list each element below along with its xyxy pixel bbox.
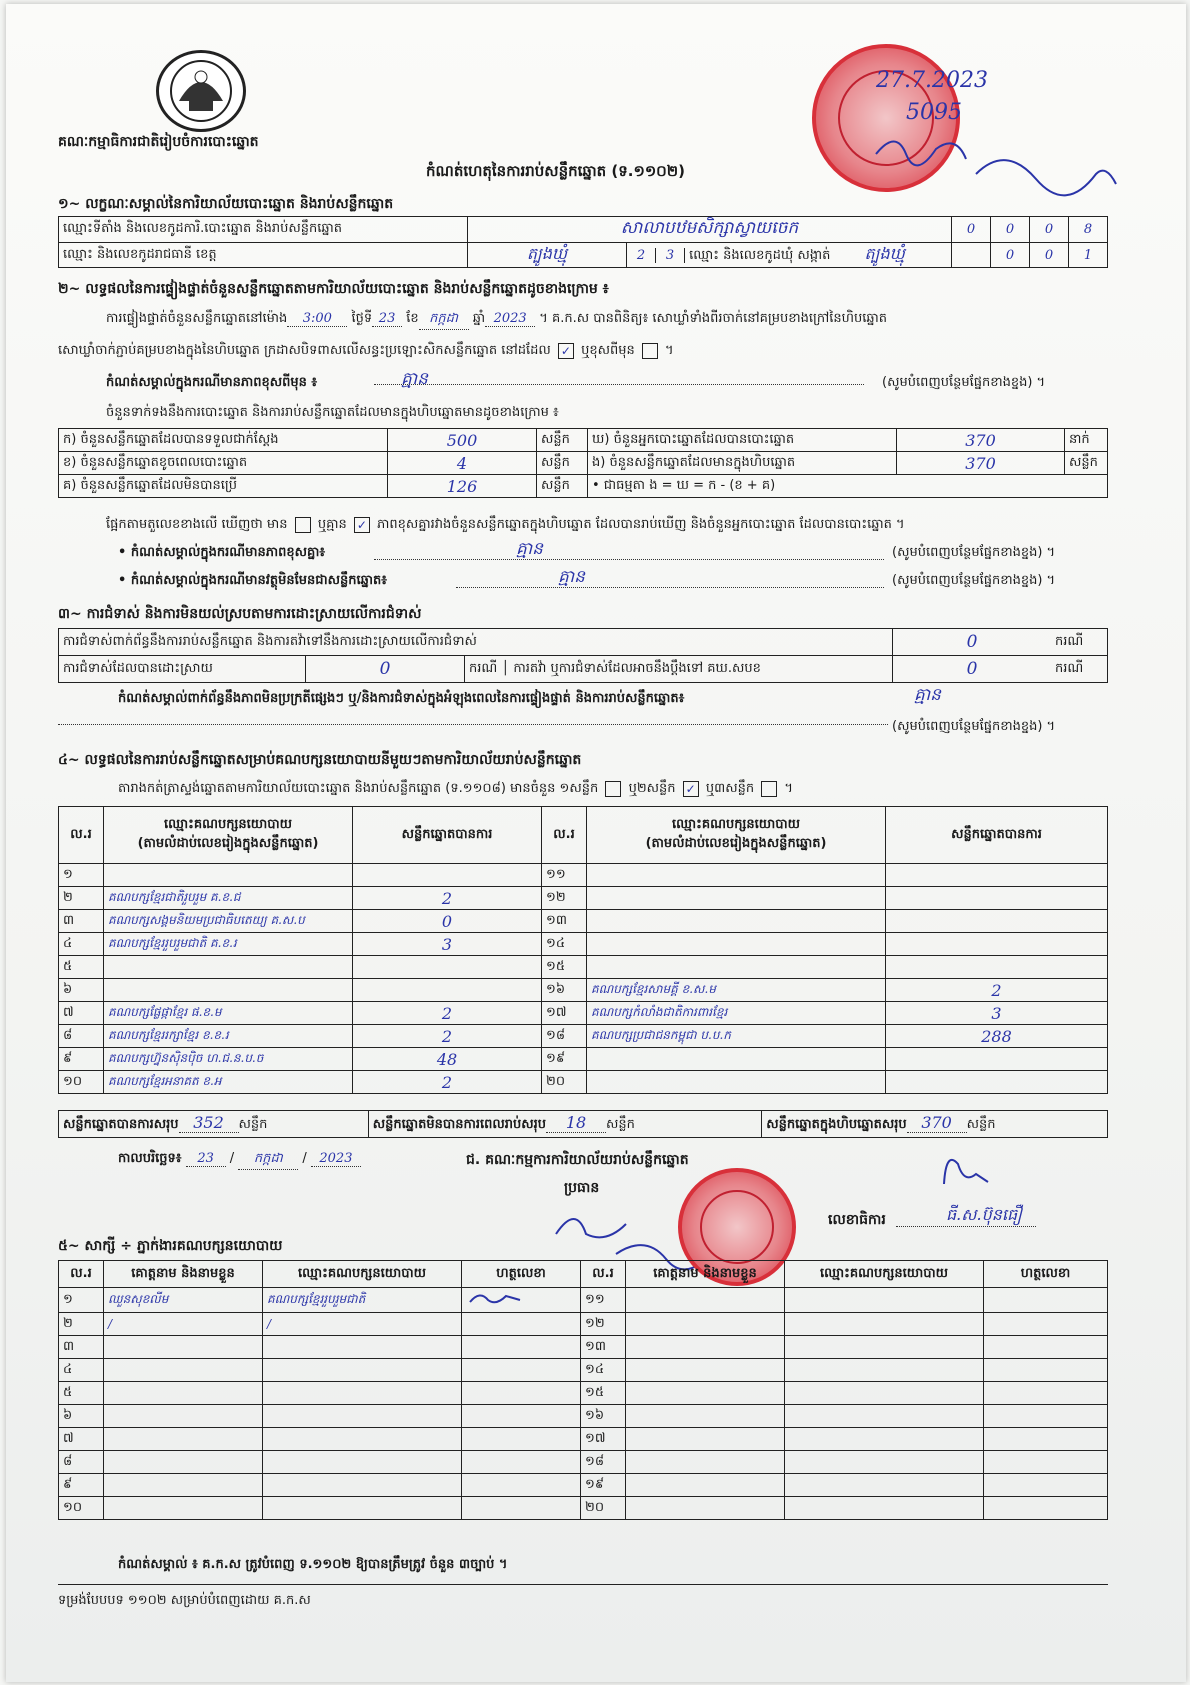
- party-name: [587, 933, 886, 956]
- witness-party: /: [263, 1313, 462, 1336]
- witness-party: [785, 1474, 984, 1497]
- witness-name: [626, 1336, 785, 1359]
- witness-row: [59, 1428, 1108, 1451]
- row-number: ១: [59, 864, 104, 887]
- row-number: ២: [59, 887, 104, 910]
- section5-heading: ៥~ សាក្សី ÷ ភ្នាក់ងារគណបក្សនយោបាយ: [58, 1238, 283, 1254]
- witness-party: [785, 1497, 984, 1520]
- witness-row: [59, 1497, 1108, 1520]
- witness-signature: [984, 1451, 1108, 1474]
- spoiled-ballots-label: ខ) ចំនួនសន្លឹកឆ្នោតខូចពេលបោះឆ្នោត: [59, 452, 388, 475]
- results-row: [59, 956, 1108, 979]
- witness-signature: [984, 1288, 1108, 1313]
- party-votes: [886, 910, 1108, 933]
- party-name: គណបក្សកំលាំងជាតិការពារខ្មែរ: [587, 1002, 886, 1025]
- form-title: កំណត់ហេតុនៃការរាប់សន្លឹកឆ្នោត (ទ.១១០២): [426, 162, 686, 180]
- row-number: ១១: [581, 1288, 626, 1313]
- results-row: [59, 1048, 1108, 1071]
- party-name: គណបក្សខ្មែរអនាគត ខ.អ: [104, 1071, 353, 1094]
- witness-signature: [984, 1428, 1108, 1451]
- witness-party: [263, 1497, 462, 1520]
- witness-party: [263, 1405, 462, 1428]
- commune-value: ត្បូងឃ្មុំ: [864, 244, 905, 263]
- different-checkbox[interactable]: [642, 343, 658, 359]
- received-ballots-value: 500: [388, 429, 537, 452]
- row-number: ៥: [59, 956, 104, 979]
- party-votes: [886, 864, 1108, 887]
- valid-total-value: 352: [179, 1113, 239, 1133]
- row-number: ៥: [59, 1382, 104, 1405]
- witness-name: ឈួនសុខលីម: [104, 1288, 263, 1313]
- witness-party: [263, 1474, 462, 1497]
- party-votes: [886, 933, 1108, 956]
- row-number: ៧: [59, 1002, 104, 1025]
- table-intro: ចំនួនទាក់ទងនឹងការបោះឆ្នោត និងការរាប់សន្លឹកឆ្នោតដែលមានក្នុងហិបឆ្នោតមានដូចខាងក្រោម ៖: [106, 405, 559, 420]
- witness-party: [785, 1288, 984, 1313]
- party-votes: 2: [353, 1071, 542, 1094]
- witness-party: [785, 1359, 984, 1382]
- witness-table: ល.រ គោត្តនាម និងនាមខ្លួន ឈ្មោះគណបក្សនយោបាយ ហត្ថលេខា ល.រ គោត្តនាម និងនាមខ្លួន ឈ្មោះគណបក្សនយោបាយ ហត្ថលេខា ១ ឈួនសុខលីម គណបក្សខ្មែររួបរួមជាតិ ១១ ២ / / ១២ ៣ ១៣ ៤ ១៤ ៥ ១៥ ៦ ១៦ ៧ ១៧ ៨ ១៨ ៩ ១៩ ១០ ២០: [58, 1260, 1108, 1520]
- row-number: ១៤: [581, 1359, 626, 1382]
- location-label: ឈ្មោះទីតាំង និងលេខកូដការិ.បោះឆ្នោត និងរាប់សន្លឹកឆ្នោត: [59, 217, 468, 243]
- witness-signature: [984, 1497, 1108, 1520]
- witness-name: [104, 1451, 263, 1474]
- party-name: [587, 1048, 886, 1071]
- party-name: [587, 956, 886, 979]
- row-number: ១៧: [542, 1002, 587, 1025]
- appeal-label: ការតវ៉ា ឬការជំទាស់ដែលអាចនឹងប្តឹងទៅ គឃ.សបខ: [513, 660, 761, 676]
- province-label: ឈ្មោះ និងលេខកូដរាជធានី ខេត្ត: [59, 243, 468, 268]
- unused-ballots-label: គ) ចំនួនសន្លឹកឆ្នោតដែលមិនបានប្រើ: [59, 475, 388, 498]
- party-name: គណបក្សខ្មែររួបរួមជាតិ គ.ខ.រ: [104, 933, 353, 956]
- party-name: [587, 887, 886, 910]
- party-votes: 48: [353, 1048, 542, 1071]
- witness-party: [785, 1405, 984, 1428]
- party-name: គណបក្សខ្មែររក្សាខ្មែរ ខ.ខ.រ: [104, 1025, 353, 1048]
- results-row: [59, 910, 1108, 933]
- no-difference-checkbox[interactable]: ✓: [354, 517, 370, 533]
- party-votes: [353, 956, 542, 979]
- party-votes: [886, 887, 1108, 910]
- row-number: ១៦: [581, 1405, 626, 1428]
- witness-party: [785, 1428, 984, 1451]
- location-value: សាលាបឋមសិក្សាស្វាយចេក: [468, 217, 952, 243]
- footnote: កំណត់សម្គាល់ ៖ គ.ក.ស ត្រូវបំពេញ ទ.១១០២ ឱ្យបានត្រឹមត្រូវ ចំនួន ៣ច្បាប់ ។: [118, 1557, 508, 1572]
- witness-party: [263, 1382, 462, 1405]
- row-number: ១០: [59, 1497, 104, 1520]
- day-value: 23: [372, 311, 402, 327]
- location-code-digit: 0: [1030, 217, 1069, 243]
- witness-name: [626, 1474, 785, 1497]
- totals-table: សន្លឹកឆ្នោតបានការសរុប 352 សន្លឹក សន្លឹកឆ្នោតមិនបានការពេលរាប់សរុប 18 សន្លឹក សន្លឹកឆ្នោតក្នុងហិបឆ្នោតសរុប 370 សន្លឹក: [58, 1110, 1108, 1138]
- witness-row: [59, 1359, 1108, 1382]
- party-votes: 2: [353, 1025, 542, 1048]
- row-number: ៤: [59, 1359, 104, 1382]
- witness-name: [104, 1428, 263, 1451]
- row-number: ២០: [542, 1071, 587, 1094]
- commune-label: ឈ្មោះ និងលេខកូដឃុំ សង្កាត់: [689, 248, 831, 263]
- witness-signature: [462, 1474, 581, 1497]
- results-row: [59, 887, 1108, 910]
- fill-hint: (សូមបំពេញបន្ថែមផ្នែកខាងខ្នង) ។: [882, 375, 1046, 390]
- witness-name: [626, 1497, 785, 1520]
- witness-signature: [462, 1313, 581, 1336]
- province-code-digit: 2: [627, 248, 656, 263]
- same-checkbox[interactable]: ✓: [558, 343, 574, 359]
- bullet2-value: គ្មាន: [558, 567, 585, 587]
- row-number: ១៥: [542, 956, 587, 979]
- party-votes: [886, 1071, 1108, 1094]
- witness-signature: [462, 1451, 581, 1474]
- irregularity-note-label: កំណត់សម្គាល់ពាក់ព័ន្ធនឹងភាពមិនប្រក្រតីផ្សេងៗ ឬ/និងការជំទាស់ក្នុងអំឡុងពេលនៃការផ្ទៀងផ្ទាត់ និងការរាប់សន្លឹកឆ្នោត៖: [118, 691, 685, 706]
- row-number: ១៧: [581, 1428, 626, 1451]
- party-name: គណបក្សផ្លែផ្កាខ្មែរ ផ.ខ.ម: [104, 1002, 353, 1025]
- row-number: ១៦: [542, 979, 587, 1002]
- witness-party: [263, 1359, 462, 1382]
- witness-row: [59, 1474, 1108, 1497]
- row-number: ១៣: [542, 910, 587, 933]
- objection-resolved-value: 0: [306, 656, 465, 683]
- row-number: ១៤: [542, 933, 587, 956]
- secretary-signature: [936, 1144, 996, 1194]
- row-number: ១: [59, 1288, 104, 1313]
- ballots-in-box-label: ង) ចំនួនសន្លឹកឆ្នោតដែលមានក្នុងហិបឆ្នោត: [588, 452, 897, 475]
- diff-note-value: គ្មាន: [401, 369, 428, 389]
- row-number: ១៨: [581, 1451, 626, 1474]
- one-sheet-checkbox[interactable]: [605, 781, 621, 797]
- party-votes: 288: [886, 1025, 1108, 1048]
- results-row: [59, 1071, 1108, 1094]
- party-votes: [886, 956, 1108, 979]
- stamp-signature: [866, 124, 1126, 214]
- province-code-digit: 3: [656, 248, 685, 263]
- witness-party: [785, 1313, 984, 1336]
- row-number: ៤: [59, 933, 104, 956]
- section2-heading: ២~ លទ្ធផលនៃការផ្ទៀងផ្ទាត់ចំនួនសន្លឹកឆ្នោតតាមការិយាល័យបោះឆ្នោត និងរាប់សន្លឹកឆ្នោតដូចខាងក្រោម ៖: [58, 281, 609, 297]
- irregularity-note-value: គ្មាន: [914, 685, 941, 705]
- compare-line: ផ្អែកតាមតួលេខខាងលើ ឃើញថា មាន ឬគ្មាន ✓ ភាពខុសគ្នារវាងចំនួនសន្លឹកឆ្នោតក្នុងហិបឆ្នោត ដែលបានរាប់ឃើញ និងចំនួនអ្នកបោះឆ្នោត ដែលបានបោះឆ្នោត ។: [106, 517, 905, 532]
- party-votes: [353, 979, 542, 1002]
- month-value: កក្កដា: [419, 310, 469, 330]
- witness-name: [626, 1428, 785, 1451]
- location-code-digit: 0: [991, 217, 1030, 243]
- row-number: ១៩: [542, 1048, 587, 1071]
- witness-name: [626, 1359, 785, 1382]
- witness-name: [104, 1405, 263, 1428]
- row-number: ៩: [59, 1048, 104, 1071]
- witness-signature: [984, 1405, 1108, 1428]
- row-number: ១៥: [581, 1382, 626, 1405]
- two-sheets-checkbox[interactable]: ✓: [683, 781, 699, 797]
- party-name: គណបក្សសង្គមនិយមប្រជាធិបតេយ្យ គ.ស.ប: [104, 910, 353, 933]
- row-number: ៦: [59, 1405, 104, 1428]
- row-number: ២០: [581, 1497, 626, 1520]
- spoiled-ballots-value: 4: [388, 452, 537, 475]
- chair-label: ប្រធាន: [564, 1180, 600, 1196]
- party-name: គណបក្សខ្មែរជាតិរួបរួម គ.ខ.ជ: [104, 887, 353, 910]
- year-value: 2023: [485, 311, 535, 327]
- witness-signature: [984, 1474, 1108, 1497]
- stamp-number-handwriting: 5095: [906, 100, 962, 125]
- row-number: ១១: [542, 864, 587, 887]
- tally-sheets-line: តារាងកត់ត្រាស្ទង់ឆ្នោតតាមការិយាល័យបោះឆ្នោត និងរាប់សន្លឹកឆ្នោត (ទ.១១០៨) មានចំនួន ១សន្លឹក ឬ២សន្លឹក ✓ ឬ៣សន្លឹក ។: [118, 781, 793, 796]
- section4-heading: ៤~ លទ្ធផលនៃការរាប់សន្លឹកឆ្នោតសម្រាប់គណបក្សនយោបាយនីមួយៗតាមការិយាល័យរាប់សន្លឹកឆ្នោត: [58, 752, 582, 768]
- witness-name: [104, 1382, 263, 1405]
- witness-row: [59, 1405, 1108, 1428]
- results-row: [59, 1002, 1108, 1025]
- witness-name: [626, 1451, 785, 1474]
- row-number: ៨: [59, 1451, 104, 1474]
- row-number: ៩: [59, 1474, 104, 1497]
- witness-row: [59, 1336, 1108, 1359]
- commune-code-digit: 0: [1030, 243, 1069, 268]
- witness-name: /: [104, 1313, 263, 1336]
- witness-signature: [462, 1288, 581, 1313]
- party-name: [104, 979, 353, 1002]
- results-row: [59, 1025, 1108, 1048]
- row-number: ៧: [59, 1428, 104, 1451]
- org-name: គណៈកម្មាធិការជាតិរៀបចំការបោះឆ្នោត: [58, 134, 259, 150]
- witness-party: [785, 1451, 984, 1474]
- bullet1-label: • កំណត់សម្គាល់ក្នុងករណីមានភាពខុសគ្នា៖: [118, 545, 326, 560]
- witness-signature: [462, 1359, 581, 1382]
- row-number: ២: [59, 1313, 104, 1336]
- objection-row1-value: 0: [893, 629, 1052, 656]
- witness-signature: [984, 1336, 1108, 1359]
- row-number: ១៩: [581, 1474, 626, 1497]
- appeal-value: 0: [893, 656, 1052, 683]
- objections-table: ការជំទាស់ពាក់ព័ន្ធនឹងការរាប់សន្លឹកឆ្នោត និងការតវ៉ាទៅនឹងការដោះស្រាយលើការជំទាស់ 0 ករណី ការជំទាស់ដែលបានដោះស្រាយ 0 ករណី │ ការតវ៉ា ឬការជំទាស់ដែលអាចនឹងប្តឹងទៅ គឃ.សបខ 0 ករណី: [58, 628, 1108, 683]
- time-value: 3:00: [287, 311, 347, 327]
- row-number: ៣: [59, 910, 104, 933]
- objection-row1-label: ការជំទាស់ពាក់ព័ន្ធនឹងការរាប់សន្លឹកឆ្នោត និងការតវ៉ាទៅនឹងការដោះស្រាយលើការជំទាស់: [59, 629, 893, 656]
- section3-heading: ៣~ ការជំទាស់ និងការមិនយល់ស្របតាមការដោះស្រាយលើការជំទាស់: [58, 606, 422, 622]
- witness-party: [263, 1451, 462, 1474]
- party-votes: [353, 864, 542, 887]
- voters-voted-value: 370: [897, 429, 1065, 452]
- witness-name: [104, 1497, 263, 1520]
- row-number: ១២: [542, 887, 587, 910]
- bullet2-label: • កំណត់សម្គាល់ក្នុងករណីមានវត្ថុមិនមែនជាសន្លឹកឆ្នោត៖: [118, 573, 387, 588]
- location-code-digit: 0: [952, 217, 991, 243]
- section1-table: [58, 216, 1108, 268]
- section1-heading: ១~ លក្ខណៈសម្គាល់នៃការិយាល័យបោះឆ្នោត និងរាប់សន្លឹកឆ្នោត: [58, 196, 394, 212]
- objection-resolved-label: ការជំទាស់ដែលបានដោះស្រាយ: [59, 656, 306, 683]
- witness-name: [104, 1336, 263, 1359]
- witness-name: [104, 1359, 263, 1382]
- witness-name: [626, 1405, 785, 1428]
- witness-party: [263, 1336, 462, 1359]
- secretary-name: ធី.ស.ប៊ុនធឿ: [946, 1205, 1022, 1224]
- commune-code-digit: 1: [1069, 243, 1108, 268]
- date-line: កាលបរិច្ឆេទ៖ 23 / កក្កដា / 2023: [118, 1150, 361, 1170]
- witness-row: [59, 1288, 1108, 1313]
- party-votes: 2: [353, 1002, 542, 1025]
- unused-ballots-value: 126: [388, 475, 537, 498]
- row-number: ៨: [59, 1025, 104, 1048]
- witness-row: [59, 1382, 1108, 1405]
- results-row: [59, 864, 1108, 887]
- counts-table: ក) ចំនួនសន្លឹកឆ្នោតដែលបានទទួលជាក់ស្តែង 500 សន្លឹក ឃ) ចំនួនអ្នកបោះឆ្នោតដែលបានបោះឆ្នោត 370 នាក់ ខ) ចំនួនសន្លឹកឆ្នោតខូចពេលបោះឆ្នោត 4 សន្លឹក ង) ចំនួនសន្លឹកឆ្នោតដែលមានក្នុងហិបឆ្នោត 370 សន្លឹក គ) ចំនួនសន្លឹកឆ្នោតដែលមិនបានប្រើ 126 សន្លឹក • ជាធម្មតា ង = ឃ = ក - (ខ + គ): [58, 428, 1108, 498]
- voters-voted-label: ឃ) ចំនួនអ្នកបោះឆ្នោតដែលបានបោះឆ្នោត: [588, 429, 897, 452]
- witness-signature: [462, 1497, 581, 1520]
- row-number: ៦: [59, 979, 104, 1002]
- section2-para2: សោឃ្លាំចាក់ភ្ជាប់គម្របខាងក្នុងនៃហិបឆ្នោត ក្រដាសបិទពាសលើសន្ធះប្រឡោះសិកសន្លឹកឆ្នោត នៅដដែល ✓ ឬខុសពីមុន ។: [58, 343, 674, 358]
- witness-party: [263, 1428, 462, 1451]
- witness-signature: [984, 1382, 1108, 1405]
- witness-signature: [462, 1428, 581, 1451]
- has-difference-checkbox[interactable]: [295, 517, 311, 533]
- results-row: [59, 933, 1108, 956]
- committee-label: ជ. គណៈកម្មការការិយាល័យរាប់សន្លឹកឆ្នោត: [466, 1152, 689, 1168]
- form-sheet: គណៈកម្មាធិការជាតិរៀបចំការបោះឆ្នោត 27.7.2023 5095 កំណត់ហេតុនៃការរាប់សន្លឹកឆ្នោត (ទ.១១០២) ១~ លក្ខណៈសម្គាល់នៃការិយាល័យបោះឆ្នោត និងរាប់សន្លឹកឆ្នោត ឈ្មោះទីតាំង និងលេខកូដការិ.បោះឆ្នោត និងរាប់សន្លឹកឆ្នោត សាលាបឋមសិក្សាស្វាយចេក 0 0 0 8 ឈ្មោះ និងលេខកូដរាជធានី ខេត្ត ត្បូងឃ្មុំ 2 3 ឈ្មោះ និងលេខកូដឃុំ សង្កាត់ ត្បូងឃ្មុំ 0 0 1 ២~ លទ្ធផលនៃការផ្ទៀងផ្ទាត់ចំនួនសន្លឹកឆ្នោតតាមការិយាល័យបោះឆ្នោត និងរាប់សន្លឹកឆ្នោតដូចខាងក្រោម ៖ ការផ្ទៀងផ្ទាត់ចំនួនសន្លឹកឆ្នោតនៅម៉ោង 3:00 ថ្ងៃទី 23 ខែ កក្កដា ឆ្នាំ 2023 ។ គ.ក.ស បានពិនិត្យ៖ សោឃ្លាំទាំងពីរចាក់នៅគម្របខាងក្រៅនៃហិបឆ្នោត សោឃ្លាំចាក់ភ្ជាប់គម្របខាងក្នុងនៃហិបឆ្នោត ក្រដាសបិទពាសលើសន្ធះប្រឡោះសិកសន្លឹកឆ្នោត នៅដដែល ✓ ឬខុសពីមុន ។ កំណត់សម្គាល់ក្នុងករណីមានភាពខុសពីមុន ៖ គ្មាន (សូមបំពេញបន្ថែមផ្នែកខាងខ្នង) ។ ចំនួនទាក់ទងនឹងការបោះឆ្នោត និងការរាប់សន្លឹកឆ្នោតដែលមានក្នុងហិបឆ្នោតមានដូចខាងក្រោម ៖ ក) ចំនួនសន្លឹកឆ្នោតដែលបានទទួលជាក់ស្តែង 500 សន្លឹក ឃ) ចំនួនអ្នកបោះឆ្នោតដែលបានបោះឆ្នោត 370 នាក់ ខ) ចំនួនសន្លឹកឆ្នោតខូចពេលបោះឆ្នោត 4 សន្លឹក ង) ចំនួនសន្លឹកឆ្នោតដែលមានក្នុងហិបឆ្នោត 370 សន្លឹក គ) ចំនួនសន្លឹកឆ្នោតដែលមិនបានប្រើ 126 សន្លឹក • ជាធម្មតា ង = ឃ = ក - (ខ + គ) ផ្អែកតាមតួលេខខាងលើ ឃើញថា មាន ឬគ្មាន ✓ ភាពខុសគ្នារវាងចំនួនសន្លឹកឆ្នោតក្នុងហិបឆ្នោត ដែលបានរាប់ឃើញ និងចំនួនអ្នកបោះឆ្នោត ដែលបានបោះឆ្នោត ។ • កំណត់សម្គាល់ក្នុងករណីមានភាពខុសគ្នា៖ គ្មាន (សូមបំពេញបន្ថែមផ្នែកខាងខ្នង) ។ • កំណត់សម្គាល់ក្នុងករណីមានវត្ថុមិនមែនជាសន្លឹកឆ្នោត៖ គ្មាន (សូមបំពេញបន្ថែមផ្នែកខាងខ្នង) ។ ៣~ ការជំទាស់ និងការមិនយល់ស្របតាមការដោះស្រាយលើការជំទាស់ ការជំទាស់ពាក់ព័ន្ធនឹងការរាប់សន្លឹកឆ្នោត និងការតវ៉ាទៅនឹងការដោះស្រាយលើការជំទាស់ 0 ករណី ការជំទាស់ដែលបានដោះស្រាយ 0 ករណី │ ការតវ៉ា ឬការជំទាស់ដែលអាចនឹងប្តឹងទៅ គឃ.សបខ 0 ករណី កំណត់សម្គាល់ពាក់ព័ន្ធនឹងភាពមិនប្រក្រតីផ្សេងៗ ឬ/និងការជំទាស់ក្នុងអំឡុងពេលនៃការផ្ទៀងផ្ទាត់ និងការរាប់សន្លឹកឆ្នោត៖ គ្មាន (សូមបំពេញបន្ថែមផ្នែកខាងខ្នង) ។ ៤~ លទ្ធផលនៃការរាប់សន្លឹកឆ្នោតសម្រាប់គណបក្សនយោបាយនីមួយៗតាមការិយាល័យរាប់សន្លឹកឆ្នោត តារាងកត់ត្រាស្ទង់ឆ្នោតតាមការិយាល័យបោះឆ្នោត និងរាប់សន្លឹកឆ្នោត (ទ.១១០៨) មានចំនួន ១សន្លឹក ឬ២សន្លឹក ✓ ឬ៣សន្លឹក ។ ល.រ ឈ្មោះគណបក្សនយោបាយ (តាមលំដាប់លេខរៀងក្នុងសន្លឹកឆ្នោត) សន្លឹកឆ្នោតបានការ ល.រ ឈ្មោះគណបក្សនយោបាយ (តាមលំដាប់លេខរៀងក្នុងសន្លឹកឆ្នោត) សន្លឹកឆ្នោតបានការ ១ ១១ ២ គណបក្សខ្មែរជាតិរួបរួម គ.ខ.ជ 2 ១២ ៣ គណបក្សសង្គមនិយមប្រជាធិបតេយ្យ គ.ស.ប 0 ១៣ ៤ គណបក្សខ្មែររួបរួមជាតិ គ.ខ.រ 3 ១៤ ៥ ១៥ ៦ ១៦ គណបក្សខ្មែរសាមគ្គី ខ.ស.ម 2 ៧ គណបក្សផ្លែផ្កាខ្មែរ ផ.ខ.ម 2 ១៧ គណបក្សកំលាំងជាតិការពារខ្មែរ 3 ៨ គណបក្សខ្មែររក្សាខ្មែរ ខ.ខ.រ 2 ១៨ គណបក្សប្រជាជនកម្ពុជា ប.ប.ក 288 ៩ គណបក្សហ្វ៊ុនស៊ិនប៉ិច ហ.ជ.ន.ប.ច 48 ១៩ ១០ គណបក្សខ្មែរអនាគត ខ.អ 2 ២០ សន្លឹកឆ្នោតបានការសរុប 352 សន្លឹក សន្លឹកឆ្នោតមិនបានការពេលរាប់សរុប 18 សន្លឹក សន្លឹកឆ្នោតក្នុងហិបឆ្នោតសរុប 370 សន្លឹក កាលបរិច្ឆេទ៖ 23 / កក្កដា / 2023 ជ. គណៈកម្មការការិយាល័យរាប់សន្លឹកឆ្នោត ប្រធាន លេខាធិការ ធី.ស.ប៊ុនធឿ ៥~ សាក្សី ÷ ភ្នាក់ងារគណបក្សនយោបាយ ល.រ គោត្តនាម និងនាមខ្លួន ឈ្មោះគណបក្សនយោបាយ ហត្ថលេខា ល.រ គោត្តនាម និងនាមខ្លួន ឈ្មោះគណបក្សនយោបាយ ហត្ថលេខា ១ ឈួនសុខលីម គណបក្សខ្មែររួបរួមជាតិ ១១ ២ / / ១២ ៣ ១៣ ៤ ១៤ ៥ ១៥ ៦ ១៦ ៧ ១៧ ៨ ១៨ ៩ ១៩ ១០ ២០ កំណត់សម្គាល់ ៖ គ.ក.ស ត្រូវបំពេញ ទ.១១០២ ឱ្យបានត្រឹមត្រូវ ចំនួន ៣ច្បាប់ ។ ទម្រង់បែបបទ ១១០២ សម្រាប់បំពេញដោយ គ.ក.ស: [6, 4, 1186, 1682]
- diff-note-label: កំណត់សម្គាល់ក្នុងករណីមានភាពខុសពីមុន ៖: [106, 375, 318, 390]
- results-row: [59, 979, 1108, 1002]
- party-name: [587, 910, 886, 933]
- witness-name: [626, 1382, 785, 1405]
- secretary-label: លេខាធិការ: [828, 1212, 886, 1228]
- row-number: ៣: [59, 1336, 104, 1359]
- party-name: គណបក្សហ្វ៊ុនស៊ិនប៉ិច ហ.ជ.ន.ប.ច: [104, 1048, 353, 1071]
- nec-emblem-icon: [156, 50, 246, 132]
- party-votes: 2: [353, 887, 542, 910]
- box-total-value: 370: [907, 1113, 967, 1133]
- formula-note: • ជាធម្មតា ង = ឃ = ក - (ខ + គ): [588, 475, 1108, 498]
- witness-party: [785, 1336, 984, 1359]
- stamp-date-handwriting: 27.7.2023: [876, 68, 988, 93]
- location-code-digit: 8: [1069, 217, 1108, 243]
- party-name: [104, 864, 353, 887]
- section2-para1: ការផ្ទៀងផ្ទាត់ចំនួនសន្លឹកឆ្នោតនៅម៉ោង 3:00 ថ្ងៃទី 23 ខែ កក្កដា ឆ្នាំ 2023 ។ គ.ក.ស បានពិនិត្យ៖ សោឃ្លាំទាំងពីរចាក់នៅគម្របខាងក្រៅនៃហិបឆ្នោត: [106, 310, 1106, 330]
- witness-party: គណបក្សខ្មែររួបរួមជាតិ: [263, 1288, 462, 1313]
- form-footer: ទម្រង់បែបបទ ១១០២ សម្រាប់បំពេញដោយ គ.ក.ស: [58, 1593, 311, 1608]
- commune-code-digit: 0: [991, 243, 1030, 268]
- witness-name: [626, 1288, 785, 1313]
- witness-signature: [462, 1336, 581, 1359]
- witness-signature: [984, 1359, 1108, 1382]
- party-name: គណបក្សប្រជាជនកម្ពុជា ប.ប.ក: [587, 1025, 886, 1048]
- row-number: ១២: [581, 1313, 626, 1336]
- party-votes: 2: [886, 979, 1108, 1002]
- three-sheets-checkbox[interactable]: [761, 781, 777, 797]
- party-name: [104, 956, 353, 979]
- party-votes: 3: [886, 1002, 1108, 1025]
- witness-party: [785, 1382, 984, 1405]
- bullet1-value: គ្មាន: [516, 539, 543, 559]
- witness-signature: [984, 1313, 1108, 1336]
- results-table: ល.រ ឈ្មោះគណបក្សនយោបាយ (តាមលំដាប់លេខរៀងក្នុងសន្លឹកឆ្នោត) សន្លឹកឆ្នោតបានការ ល.រ ឈ្មោះគណបក្សនយោបាយ (តាមលំដាប់លេខរៀងក្នុងសន្លឹកឆ្នោត) សន្លឹកឆ្នោតបានការ ១ ១១ ២ គណបក្សខ្មែរជាតិរួបរួម គ.ខ.ជ 2 ១២ ៣ គណបក្សសង្គមនិយមប្រជាធិបតេយ្យ គ.ស.ប 0 ១៣ ៤ គណបក្សខ្មែររួបរួមជាតិ គ.ខ.រ 3 ១៤ ៥ ១៥ ៦ ១៦ គណបក្សខ្មែរសាមគ្គី ខ.ស.ម 2 ៧ គណបក្សផ្លែផ្កាខ្មែរ ផ.ខ.ម 2 ១៧ គណបក្សកំលាំងជាតិការពារខ្មែរ 3 ៨ គណបក្សខ្មែររក្សាខ្មែរ ខ.ខ.រ 2 ១៨ គណបក្សប្រជាជនកម្ពុជា ប.ប.ក 288 ៩ គណបក្សហ្វ៊ុនស៊ិនប៉ិច ហ.ជ.ន.ប.ច 48 ១៩ ១០ គណបក្សខ្មែរអនាគត ខ.អ 2 ២០: [58, 806, 1108, 1094]
- party-name: គណបក្សខ្មែរសាមគ្គី ខ.ស.ម: [587, 979, 886, 1002]
- witness-name: [626, 1313, 785, 1336]
- witness-name: [104, 1474, 263, 1497]
- witness-row: [59, 1313, 1108, 1336]
- witness-signature: [462, 1405, 581, 1428]
- invalid-total-value: 18: [546, 1113, 606, 1133]
- party-votes: [886, 1048, 1108, 1071]
- row-number: ១០: [59, 1071, 104, 1094]
- witness-signature: [462, 1382, 581, 1405]
- witness-row: [59, 1451, 1108, 1474]
- party-votes: 3: [353, 933, 542, 956]
- received-ballots-label: ក) ចំនួនសន្លឹកឆ្នោតដែលបានទទួលជាក់ស្តែង: [59, 429, 388, 452]
- party-name: [587, 1071, 886, 1094]
- row-number: ១៣: [581, 1336, 626, 1359]
- row-number: ១៨: [542, 1025, 587, 1048]
- party-name: [587, 864, 886, 887]
- party-votes: 0: [353, 910, 542, 933]
- ballots-in-box-value: 370: [897, 452, 1065, 475]
- province-value: ត្បូងឃ្មុំ: [468, 243, 627, 268]
